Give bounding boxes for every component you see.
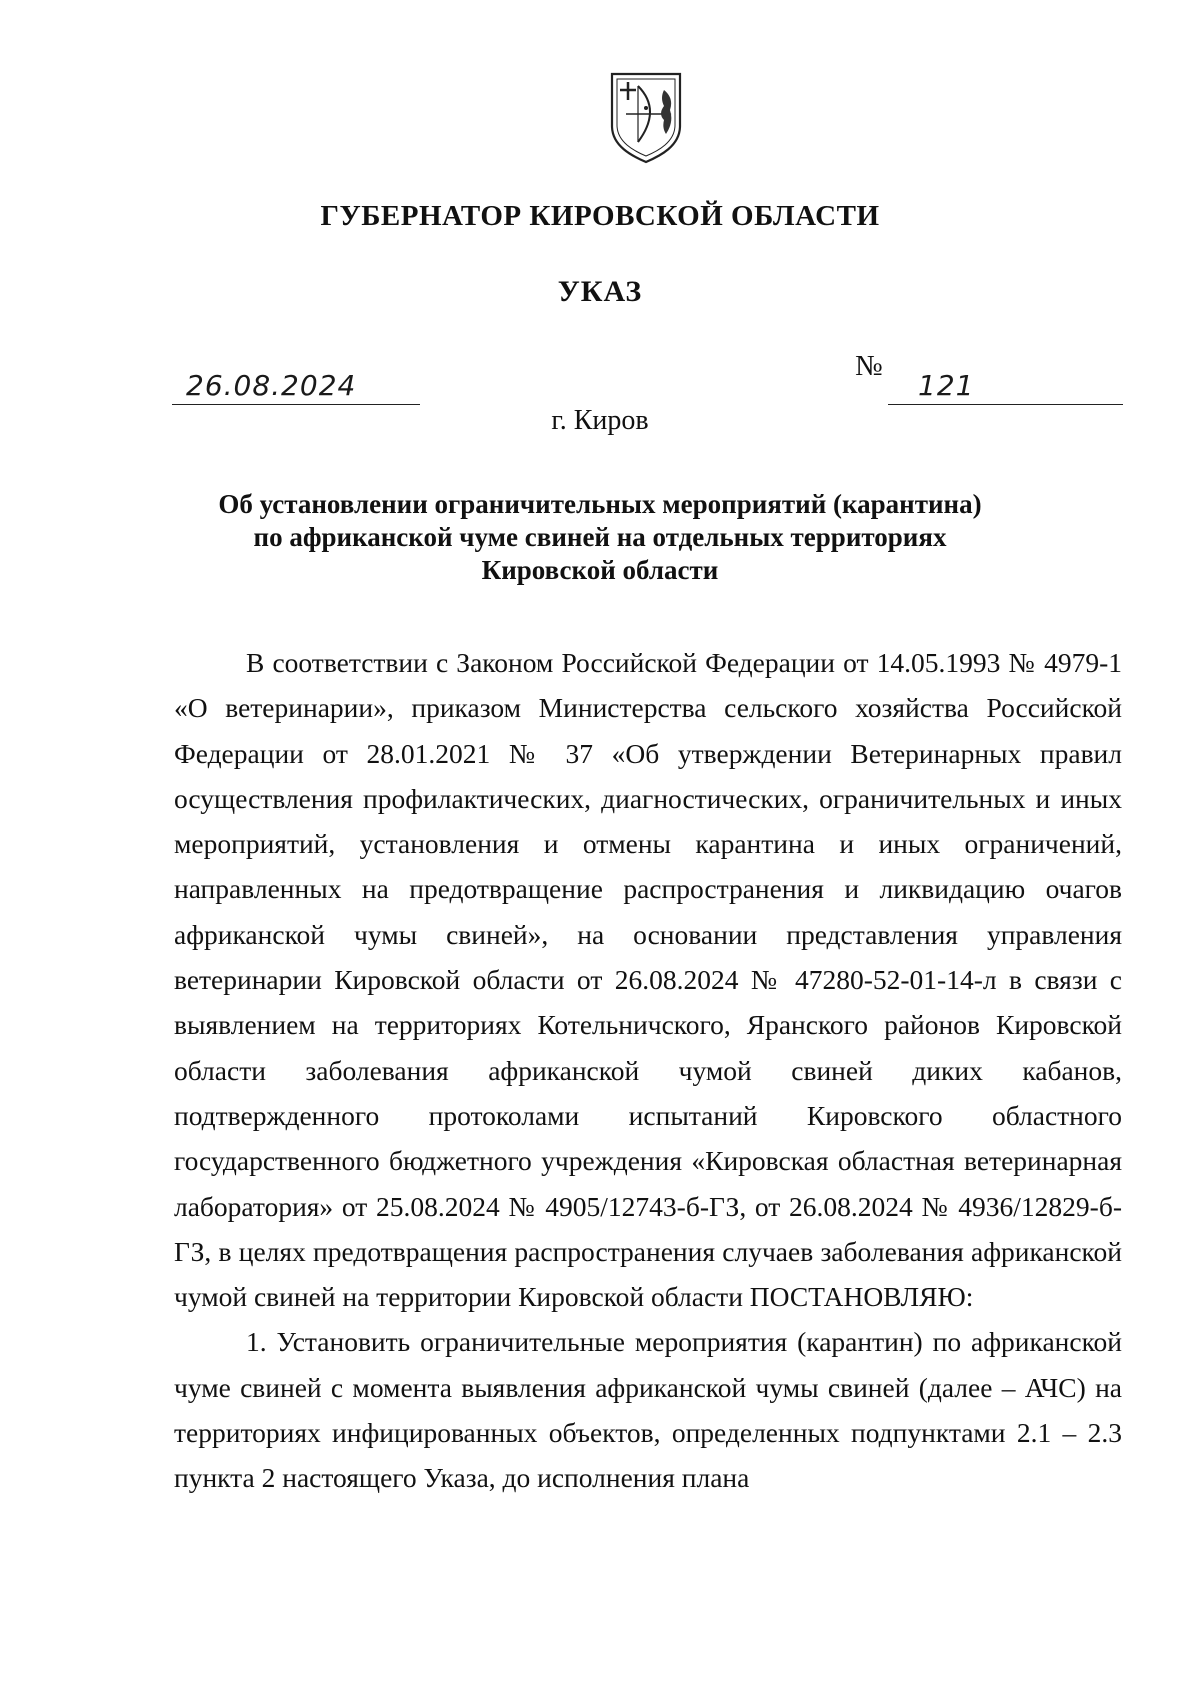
number-label: №	[855, 350, 883, 382]
issuing-authority: ГУБЕРНАТОР КИРОВСКОЙ ОБЛАСТИ	[320, 200, 880, 232]
clause-1-paragraph: 1. Установить ограничительные мероприятия (карантин) по африканской чуме свиней с момента выявления африканской чумы свиней (далее – АЧС) на территориях инфицированных объектов, определенных подпунктами 2.1 – 2.3 пункта 2 настоящего Указа, до исполнения плана	[174, 1326, 1122, 1494]
body-text	[174, 640, 1122, 1501]
preamble-paragraph: В соответствии с Законом Российской Федерации от 14.05.1993 № 4979-1 «О ветеринарии», приказом Министерства сельского хозяйства Российской Федерации от 28.01.2021 № 37 «Об утверждении Ветеринарных правил осуществления профилактических, диагностических, ограничительных и иных мероприятий, установления и отмены карантина и иных ограничений, направленных на предотвращение распространения и ликвидацию очагов африканской чумы свиней», на основании представления управления ветеринарии Кировской области от 26.08.2024 № 47280-52-01-14-л в связи с выявлением на территориях Котельничского, Яранского районов Кировской области заболевания африканской чумой свиней диких кабанов, подтвержденного протоколами испытаний Кировского областного государственного бюджетного учреждения «Кировская областная ветеринарная лаборатория» от 25.08.2024 № 4905/12743-б-ГЗ, от 26.08.2024 № 4936/12829-б-ГЗ, в целях предотвращения распространения случаев заболевания африканской чумой свиней на территории Кировской области ПОСТАНОВЛЯЮ:	[174, 647, 1122, 1313]
number-field	[888, 364, 1123, 405]
document-type: УКАЗ	[557, 275, 643, 308]
handwritten-number: 121	[918, 369, 975, 402]
title-line: Об установлении ограничительных мероприятий (карантина)	[218, 489, 982, 519]
document-title	[160, 488, 1040, 587]
title-line: Кировской области	[481, 555, 719, 585]
coat-of-arms-icon	[608, 70, 684, 164]
handwritten-date: 26.08.2024	[186, 369, 357, 402]
city: г. Киров	[551, 405, 649, 436]
title-line: по африканской чуме свиней на отдельных территориях	[253, 522, 947, 552]
date-field	[172, 364, 420, 405]
